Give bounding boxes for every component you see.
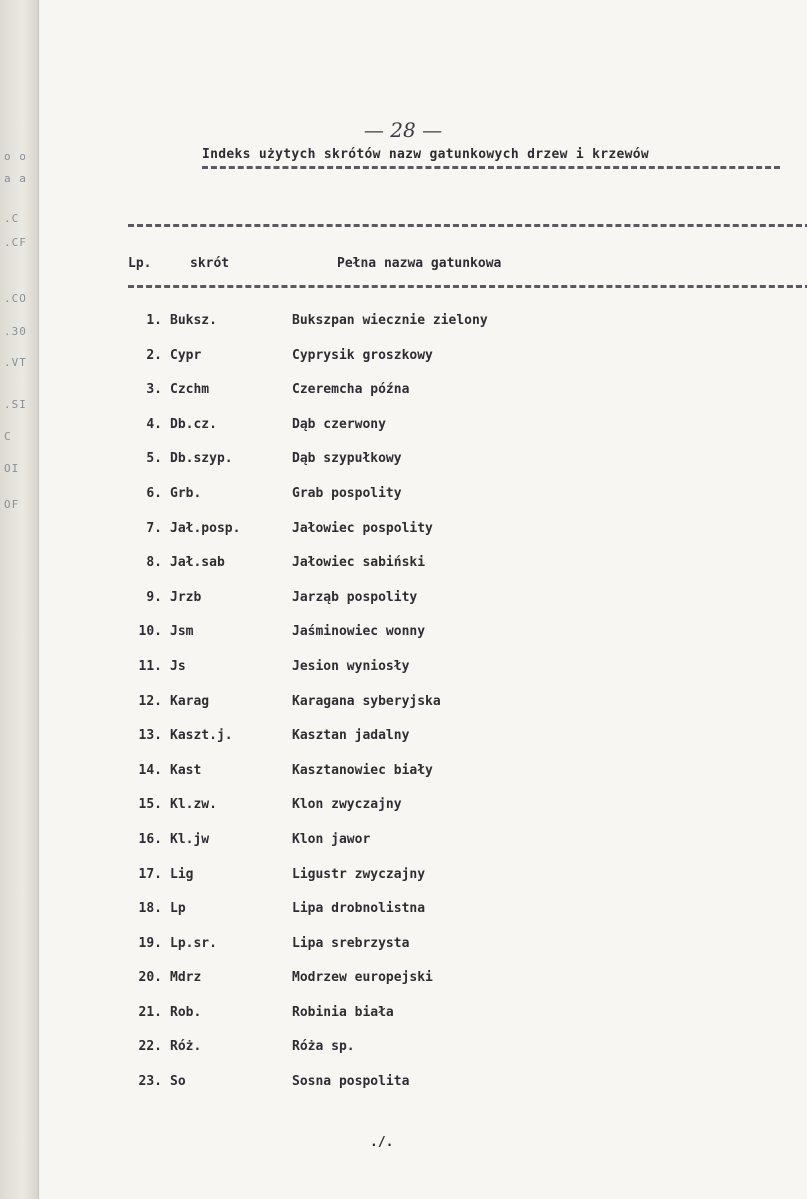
row-full-name: Jałowiec pospolity — [292, 520, 433, 536]
table-top-rule — [128, 224, 807, 227]
row-abbreviation: Jał.sab — [170, 555, 225, 571]
header-full-name: Pełna nazwa gatunkowa — [337, 256, 502, 271]
table-row — [40, 622, 807, 657]
row-abbreviation: Grb. — [170, 485, 202, 501]
row-abbreviation: Js — [170, 658, 186, 674]
document-title: Indeks użytych skrótów nazw gatunkowych drzew i krzewów — [202, 147, 649, 162]
table-row — [40, 1072, 807, 1107]
row-full-name: Sosna pospolita — [292, 1074, 410, 1090]
table-row — [40, 553, 807, 588]
species-table — [40, 311, 807, 1107]
row-abbreviation: Db.szyp. — [170, 451, 233, 467]
row-abbreviation: Jał.posp. — [170, 520, 241, 536]
row-full-name: Jesion wyniosły — [292, 658, 410, 674]
row-full-name: Cyprysik groszkowy — [292, 347, 433, 363]
table-row — [40, 311, 807, 346]
row-number: 11. — [138, 658, 162, 674]
row-full-name: Robinia biała — [292, 1004, 394, 1020]
table-row — [40, 830, 807, 865]
row-number: 20. — [138, 970, 162, 986]
continuation-mark: ./. — [370, 1135, 394, 1150]
table-row — [40, 519, 807, 554]
row-abbreviation: So — [170, 1074, 186, 1090]
row-number: 4. — [146, 416, 162, 432]
table-row — [40, 657, 807, 692]
spine-bleed-mark: .SI — [4, 398, 27, 411]
table-row — [40, 484, 807, 519]
spine-bleed-mark: C — [4, 430, 12, 443]
row-number: 10. — [138, 624, 162, 640]
table-row — [40, 346, 807, 381]
table-row — [40, 415, 807, 450]
row-abbreviation: Kl.jw — [170, 831, 210, 847]
spine-bleed-mark: OF — [4, 498, 20, 511]
row-abbreviation: Jrzb — [170, 589, 202, 605]
table-row — [40, 449, 807, 484]
row-number: 23. — [138, 1074, 162, 1090]
row-number: 13. — [138, 728, 162, 744]
row-abbreviation: Czchm — [170, 382, 210, 398]
row-abbreviation: Buksz. — [170, 313, 217, 328]
row-full-name: Grab pospolity — [292, 485, 402, 501]
row-abbreviation: Kast — [170, 762, 202, 778]
row-number: 5. — [146, 451, 162, 467]
table-header-rule — [128, 285, 807, 288]
table-row — [40, 865, 807, 900]
spine-bleed-mark: .CF — [4, 236, 27, 249]
spine-bleed-mark: .C — [4, 212, 20, 225]
row-full-name: Jaśminowiec wonny — [292, 624, 426, 640]
header-abbreviation: skrót — [190, 256, 230, 271]
row-full-name: Kasztanowiec biały — [292, 762, 433, 778]
table-row — [40, 726, 807, 761]
row-number: 8. — [146, 555, 162, 571]
row-full-name: Karagana syberyjska — [292, 693, 441, 709]
table-row — [40, 692, 807, 727]
row-full-name: Modrzew europejski — [292, 970, 433, 986]
row-number: 6. — [146, 485, 162, 501]
table-row — [40, 1037, 807, 1072]
document-page — [40, 0, 807, 1199]
row-abbreviation: Lp.sr. — [170, 935, 217, 951]
row-full-name: Bukszpan wiecznie zielony — [292, 313, 488, 328]
spine-bleed-mark: OI — [4, 462, 20, 475]
row-number: 3. — [146, 382, 162, 398]
row-abbreviation: Róż. — [170, 1039, 202, 1055]
row-number: 12. — [138, 693, 162, 709]
page-number: — 28 — — [363, 118, 443, 142]
row-full-name: Kasztan jadalny — [292, 728, 410, 744]
header-lp: Lp. — [128, 256, 152, 271]
row-number: 1. — [146, 313, 162, 328]
row-full-name: Róża sp. — [292, 1039, 355, 1055]
binding-spine — [0, 0, 39, 1199]
spine-bleed-mark: .CO — [4, 292, 27, 305]
row-number: 7. — [146, 520, 162, 536]
row-abbreviation: Rob. — [170, 1004, 202, 1020]
row-abbreviation: Mdrz — [170, 970, 202, 986]
title-underline — [202, 166, 780, 169]
table-row — [40, 795, 807, 830]
row-number: 17. — [138, 866, 162, 882]
row-number: 2. — [146, 347, 162, 363]
row-full-name: Klon zwyczajny — [292, 797, 402, 813]
row-abbreviation: Lp — [170, 901, 186, 917]
table-row — [40, 1003, 807, 1038]
row-full-name: Dąb szypułkowy — [292, 451, 402, 467]
row-abbreviation: Kl.zw. — [170, 797, 217, 813]
row-abbreviation: Karag — [170, 693, 210, 709]
row-full-name: Lipa srebrzysta — [292, 935, 410, 951]
table-row — [40, 588, 807, 623]
row-number: 9. — [146, 589, 162, 605]
table-row — [40, 968, 807, 1003]
row-full-name: Ligustr zwyczajny — [292, 866, 426, 882]
row-full-name: Lipa drobnolistna — [292, 901, 426, 917]
row-full-name: Czeremcha późna — [292, 382, 410, 398]
spine-bleed-mark: a a — [4, 172, 27, 185]
row-full-name: Jarząb pospolity — [292, 589, 418, 605]
table-row — [40, 899, 807, 934]
row-number: 18. — [138, 901, 162, 917]
spine-bleed-mark: .VT — [4, 356, 27, 369]
spine-bleed-mark: o o — [4, 150, 27, 163]
row-full-name: Klon jawor — [292, 831, 371, 847]
row-abbreviation: Cypr — [170, 347, 202, 363]
row-abbreviation: Jsm — [170, 624, 194, 640]
row-number: 19. — [138, 935, 162, 951]
row-number: 14. — [138, 762, 162, 778]
table-row — [40, 934, 807, 969]
row-abbreviation: Kaszt.j. — [170, 728, 233, 744]
table-row — [40, 761, 807, 796]
row-abbreviation: Db.cz. — [170, 416, 217, 432]
row-full-name: Jałowiec sabiński — [292, 555, 426, 571]
table-row — [40, 380, 807, 415]
row-number: 21. — [138, 1004, 162, 1020]
row-full-name: Dąb czerwony — [292, 416, 386, 432]
row-number: 22. — [138, 1039, 162, 1055]
spine-bleed-mark: .30 — [4, 325, 27, 338]
row-abbreviation: Lig — [170, 866, 194, 882]
row-number: 15. — [138, 797, 162, 813]
row-number: 16. — [138, 831, 162, 847]
